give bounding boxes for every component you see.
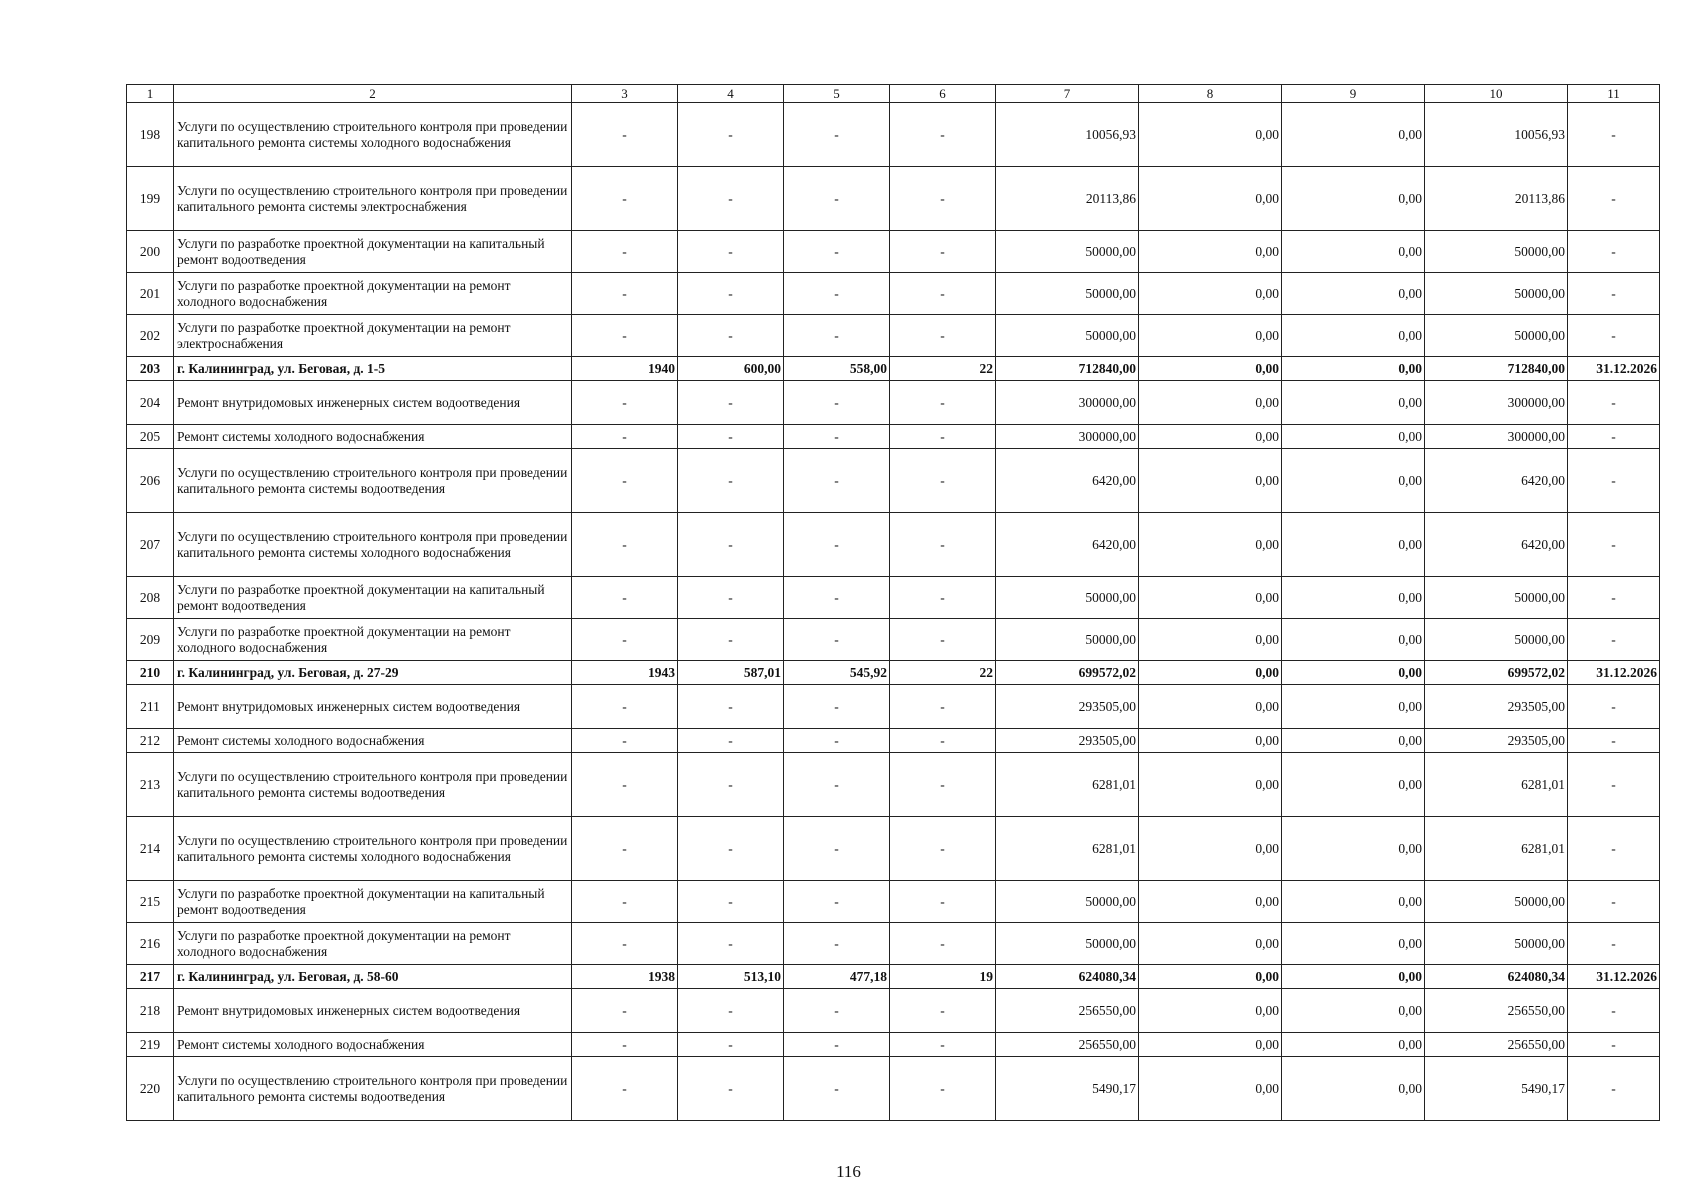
col-8-value: 0,00 — [1139, 1057, 1282, 1121]
work-name: Услуги по осуществлению строительного контроля при проведении капитального ремонта системы водоотведения — [174, 753, 572, 817]
col-5-value: - — [784, 753, 890, 817]
col-8-value: 0,00 — [1139, 1033, 1282, 1057]
col-10-value: 6281,01 — [1425, 817, 1568, 881]
col-7-value: 50000,00 — [996, 923, 1139, 965]
col-9-value: 0,00 — [1282, 817, 1425, 881]
address-row — [127, 661, 1660, 685]
table-body — [127, 103, 1660, 1121]
repair-program-table — [126, 84, 1660, 1121]
row-number: 212 — [127, 729, 174, 753]
col-7-value: 293505,00 — [996, 685, 1139, 729]
col-11-value: - — [1568, 1033, 1660, 1057]
col-4-value: - — [678, 449, 784, 513]
work-name: Услуги по разработке проектной документации на ремонт холодного водоснабжения — [174, 619, 572, 661]
table-row — [127, 577, 1660, 619]
col-6-value: - — [890, 753, 996, 817]
col-6-value: - — [890, 167, 996, 231]
column-number-header — [127, 85, 1660, 103]
table-row — [127, 167, 1660, 231]
col-7-value: 5490,17 — [996, 1057, 1139, 1121]
row-number: 198 — [127, 103, 174, 167]
header-cell: 8 — [1139, 85, 1282, 103]
work-name: Услуги по разработке проектной документации на капитальный ремонт водоотведения — [174, 881, 572, 923]
header-cell: 1 — [127, 85, 174, 103]
col-7-value: 300000,00 — [996, 381, 1139, 425]
col-6-value: - — [890, 103, 996, 167]
col-9-value: 0,00 — [1282, 273, 1425, 315]
col-6-value: - — [890, 513, 996, 577]
col-9-value: 0,00 — [1282, 167, 1425, 231]
col-8-value: 0,00 — [1139, 425, 1282, 449]
work-name: Услуги по разработке проектной документации на ремонт холодного водоснабжения — [174, 923, 572, 965]
col-11-value: - — [1568, 729, 1660, 753]
col-7-value: 712840,00 — [996, 357, 1139, 381]
work-name: Ремонт системы холодного водоснабжения — [174, 729, 572, 753]
row-number: 213 — [127, 753, 174, 817]
col-5-value: 545,92 — [784, 661, 890, 685]
col-9-value: 0,00 — [1282, 449, 1425, 513]
col-3-value: - — [572, 103, 678, 167]
row-number: 216 — [127, 923, 174, 965]
work-name: Услуги по разработке проектной документации на ремонт холодного водоснабжения — [174, 273, 572, 315]
col-10-value: 6420,00 — [1425, 449, 1568, 513]
col-4-value: - — [678, 619, 784, 661]
col-4-value: - — [678, 923, 784, 965]
col-10-value: 293505,00 — [1425, 685, 1568, 729]
col-9-value: 0,00 — [1282, 989, 1425, 1033]
col-7-value: 10056,93 — [996, 103, 1139, 167]
col-7-value: 50000,00 — [996, 881, 1139, 923]
row-number: 205 — [127, 425, 174, 449]
col-4-value: - — [678, 231, 784, 273]
col-9-value: 0,00 — [1282, 881, 1425, 923]
work-name: Услуги по разработке проектной документации на ремонт электроснабжения — [174, 315, 572, 357]
col-9-value: 0,00 — [1282, 729, 1425, 753]
col-5-value: - — [784, 1057, 890, 1121]
col-7-value: 50000,00 — [996, 315, 1139, 357]
col-5-value: - — [784, 315, 890, 357]
col-6-value: - — [890, 685, 996, 729]
table-row — [127, 1057, 1660, 1121]
col-11-value: - — [1568, 577, 1660, 619]
table-row — [127, 231, 1660, 273]
col-5-value: - — [784, 231, 890, 273]
col-10-value: 256550,00 — [1425, 1033, 1568, 1057]
col-10-value: 6420,00 — [1425, 513, 1568, 577]
col-9-value: 0,00 — [1282, 619, 1425, 661]
col-9-value: 0,00 — [1282, 1057, 1425, 1121]
col-7-value: 6420,00 — [996, 449, 1139, 513]
col-4-value: - — [678, 989, 784, 1033]
col-11-value: - — [1568, 817, 1660, 881]
table-row — [127, 425, 1660, 449]
table-row — [127, 103, 1660, 167]
col-7-value: 300000,00 — [996, 425, 1139, 449]
col-5-value: - — [784, 923, 890, 965]
col-10-value: 50000,00 — [1425, 923, 1568, 965]
col-3-value: 1938 — [572, 965, 678, 989]
col-6-value: - — [890, 1057, 996, 1121]
col-4-value: - — [678, 103, 784, 167]
col-6-value: - — [890, 231, 996, 273]
col-8-value: 0,00 — [1139, 315, 1282, 357]
col-8-value: 0,00 — [1139, 357, 1282, 381]
col-7-value: 50000,00 — [996, 577, 1139, 619]
col-9-value: 0,00 — [1282, 661, 1425, 685]
row-number: 210 — [127, 661, 174, 685]
col-11-value: - — [1568, 381, 1660, 425]
table-row — [127, 753, 1660, 817]
row-number: 199 — [127, 167, 174, 231]
col-5-value: - — [784, 989, 890, 1033]
table-row — [127, 989, 1660, 1033]
header-cell: 4 — [678, 85, 784, 103]
col-3-value: - — [572, 315, 678, 357]
col-7-value: 256550,00 — [996, 1033, 1139, 1057]
col-6-value: - — [890, 923, 996, 965]
col-3-value: - — [572, 817, 678, 881]
col-3-value: - — [572, 425, 678, 449]
col-9-value: 0,00 — [1282, 231, 1425, 273]
col-7-value: 256550,00 — [996, 989, 1139, 1033]
col-4-value: - — [678, 1057, 784, 1121]
row-number: 204 — [127, 381, 174, 425]
header-cell: 5 — [784, 85, 890, 103]
col-11-value: 31.12.2026 — [1568, 357, 1660, 381]
col-11-value: - — [1568, 753, 1660, 817]
col-8-value: 0,00 — [1139, 273, 1282, 315]
work-name: Ремонт внутридомовых инженерных систем водоотведения — [174, 685, 572, 729]
col-10-value: 50000,00 — [1425, 881, 1568, 923]
col-5-value: - — [784, 817, 890, 881]
col-6-value: - — [890, 619, 996, 661]
col-3-value: - — [572, 619, 678, 661]
col-5-value: - — [784, 1033, 890, 1057]
col-4-value: - — [678, 315, 784, 357]
col-7-value: 6281,01 — [996, 753, 1139, 817]
col-9-value: 0,00 — [1282, 513, 1425, 577]
col-3-value: - — [572, 381, 678, 425]
col-6-value: - — [890, 425, 996, 449]
col-4-value: - — [678, 1033, 784, 1057]
row-number: 209 — [127, 619, 174, 661]
work-name: Услуги по осуществлению строительного контроля при проведении капитального ремонта системы водоотведения — [174, 449, 572, 513]
col-8-value: 0,00 — [1139, 103, 1282, 167]
col-4-value: 600,00 — [678, 357, 784, 381]
col-9-value: 0,00 — [1282, 315, 1425, 357]
work-name: Услуги по осуществлению строительного контроля при проведении капитального ремонта системы водоотведения — [174, 1057, 572, 1121]
col-10-value: 50000,00 — [1425, 231, 1568, 273]
col-10-value: 300000,00 — [1425, 425, 1568, 449]
col-11-value: - — [1568, 923, 1660, 965]
address-row — [127, 965, 1660, 989]
col-11-value: - — [1568, 167, 1660, 231]
col-3-value: - — [572, 273, 678, 315]
document-sheet — [126, 84, 1659, 1121]
col-10-value: 50000,00 — [1425, 273, 1568, 315]
col-10-value: 10056,93 — [1425, 103, 1568, 167]
col-3-value: - — [572, 577, 678, 619]
col-6-value: - — [890, 577, 996, 619]
header-cell: 6 — [890, 85, 996, 103]
col-6-value: - — [890, 729, 996, 753]
row-number: 211 — [127, 685, 174, 729]
address-row — [127, 357, 1660, 381]
table-row — [127, 449, 1660, 513]
work-name: Услуги по осуществлению строительного контроля при проведении капитального ремонта системы холодного водоснабжения — [174, 817, 572, 881]
col-6-value: 22 — [890, 357, 996, 381]
col-8-value: 0,00 — [1139, 965, 1282, 989]
row-number: 203 — [127, 357, 174, 381]
col-6-value: - — [890, 315, 996, 357]
col-7-value: 624080,34 — [996, 965, 1139, 989]
col-5-value: - — [784, 449, 890, 513]
col-8-value: 0,00 — [1139, 167, 1282, 231]
row-number: 206 — [127, 449, 174, 513]
col-5-value: - — [784, 167, 890, 231]
col-3-value: - — [572, 513, 678, 577]
col-8-value: 0,00 — [1139, 231, 1282, 273]
work-name: г. Калининград, ул. Беговая, д. 58-60 — [174, 965, 572, 989]
col-11-value: - — [1568, 989, 1660, 1033]
work-name: г. Калининград, ул. Беговая, д. 1-5 — [174, 357, 572, 381]
col-8-value: 0,00 — [1139, 619, 1282, 661]
col-11-value: - — [1568, 619, 1660, 661]
col-8-value: 0,00 — [1139, 381, 1282, 425]
col-10-value: 20113,86 — [1425, 167, 1568, 231]
col-6-value: - — [890, 273, 996, 315]
col-9-value: 0,00 — [1282, 577, 1425, 619]
col-5-value: 558,00 — [784, 357, 890, 381]
col-3-value: - — [572, 923, 678, 965]
col-4-value: - — [678, 273, 784, 315]
col-5-value: - — [784, 425, 890, 449]
col-9-value: 0,00 — [1282, 965, 1425, 989]
col-4-value: 587,01 — [678, 661, 784, 685]
work-name: Услуги по осуществлению строительного контроля при проведении капитального ремонта системы холодного водоснабжения — [174, 103, 572, 167]
work-name: Услуги по разработке проектной документации на капитальный ремонт водоотведения — [174, 577, 572, 619]
col-9-value: 0,00 — [1282, 425, 1425, 449]
col-4-value: 513,10 — [678, 965, 784, 989]
col-5-value: 477,18 — [784, 965, 890, 989]
col-7-value: 50000,00 — [996, 619, 1139, 661]
col-6-value: - — [890, 449, 996, 513]
col-7-value: 699572,02 — [996, 661, 1139, 685]
row-number: 208 — [127, 577, 174, 619]
col-3-value: - — [572, 881, 678, 923]
col-6-value: - — [890, 989, 996, 1033]
row-number: 202 — [127, 315, 174, 357]
table-row — [127, 381, 1660, 425]
col-8-value: 0,00 — [1139, 989, 1282, 1033]
col-6-value: 19 — [890, 965, 996, 989]
col-3-value: - — [572, 231, 678, 273]
work-name: Ремонт внутридомовых инженерных систем водоотведения — [174, 989, 572, 1033]
col-5-value: - — [784, 685, 890, 729]
header-cell: 10 — [1425, 85, 1568, 103]
col-5-value: - — [784, 729, 890, 753]
col-9-value: 0,00 — [1282, 357, 1425, 381]
table-row — [127, 315, 1660, 357]
col-4-value: - — [678, 425, 784, 449]
col-8-value: 0,00 — [1139, 577, 1282, 619]
col-10-value: 50000,00 — [1425, 315, 1568, 357]
col-4-value: - — [678, 513, 784, 577]
col-7-value: 6420,00 — [996, 513, 1139, 577]
col-11-value: - — [1568, 273, 1660, 315]
table-row — [127, 619, 1660, 661]
col-7-value: 50000,00 — [996, 273, 1139, 315]
col-11-value: - — [1568, 103, 1660, 167]
row-number: 201 — [127, 273, 174, 315]
table-row — [127, 817, 1660, 881]
col-4-value: - — [678, 577, 784, 619]
header-cell: 11 — [1568, 85, 1660, 103]
col-8-value: 0,00 — [1139, 729, 1282, 753]
col-3-value: - — [572, 1033, 678, 1057]
col-7-value: 50000,00 — [996, 231, 1139, 273]
col-10-value: 50000,00 — [1425, 577, 1568, 619]
col-4-value: - — [678, 381, 784, 425]
row-number: 219 — [127, 1033, 174, 1057]
table-row — [127, 513, 1660, 577]
col-4-value: - — [678, 817, 784, 881]
col-4-value: - — [678, 881, 784, 923]
col-5-value: - — [784, 619, 890, 661]
col-4-value: - — [678, 729, 784, 753]
col-10-value: 712840,00 — [1425, 357, 1568, 381]
col-4-value: - — [678, 685, 784, 729]
work-name: Услуги по осуществлению строительного контроля при проведении капитального ремонта системы холодного водоснабжения — [174, 513, 572, 577]
col-9-value: 0,00 — [1282, 103, 1425, 167]
header-cell: 3 — [572, 85, 678, 103]
table-row — [127, 1033, 1660, 1057]
col-6-value: - — [890, 817, 996, 881]
col-6-value: 22 — [890, 661, 996, 685]
col-11-value: - — [1568, 231, 1660, 273]
col-11-value: 31.12.2026 — [1568, 965, 1660, 989]
row-number: 218 — [127, 989, 174, 1033]
col-10-value: 300000,00 — [1425, 381, 1568, 425]
col-10-value: 5490,17 — [1425, 1057, 1568, 1121]
col-11-value: - — [1568, 881, 1660, 923]
col-10-value: 6281,01 — [1425, 753, 1568, 817]
col-3-value: - — [572, 1057, 678, 1121]
header-cell: 2 — [174, 85, 572, 103]
header-cell: 9 — [1282, 85, 1425, 103]
table-row — [127, 273, 1660, 315]
col-3-value: - — [572, 753, 678, 817]
col-5-value: - — [784, 577, 890, 619]
col-4-value: - — [678, 753, 784, 817]
work-name: Ремонт системы холодного водоснабжения — [174, 425, 572, 449]
col-5-value: - — [784, 881, 890, 923]
col-11-value: - — [1568, 449, 1660, 513]
row-number: 200 — [127, 231, 174, 273]
col-6-value: - — [890, 381, 996, 425]
col-11-value: 31.12.2026 — [1568, 661, 1660, 685]
col-6-value: - — [890, 1033, 996, 1057]
col-10-value: 256550,00 — [1425, 989, 1568, 1033]
col-3-value: - — [572, 167, 678, 231]
col-9-value: 0,00 — [1282, 923, 1425, 965]
col-5-value: - — [784, 513, 890, 577]
col-3-value: 1943 — [572, 661, 678, 685]
col-7-value: 20113,86 — [996, 167, 1139, 231]
col-10-value: 293505,00 — [1425, 729, 1568, 753]
col-11-value: - — [1568, 315, 1660, 357]
col-8-value: 0,00 — [1139, 753, 1282, 817]
col-5-value: - — [784, 381, 890, 425]
col-11-value: - — [1568, 425, 1660, 449]
col-8-value: 0,00 — [1139, 685, 1282, 729]
col-3-value: - — [572, 989, 678, 1033]
col-4-value: - — [678, 167, 784, 231]
col-7-value: 293505,00 — [996, 729, 1139, 753]
work-name: Ремонт внутридомовых инженерных систем водоотведения — [174, 381, 572, 425]
header-cell: 7 — [996, 85, 1139, 103]
col-8-value: 0,00 — [1139, 817, 1282, 881]
col-7-value: 6281,01 — [996, 817, 1139, 881]
col-10-value: 699572,02 — [1425, 661, 1568, 685]
work-name: Услуги по разработке проектной документации на капитальный ремонт водоотведения — [174, 231, 572, 273]
col-3-value: - — [572, 449, 678, 513]
col-5-value: - — [784, 103, 890, 167]
col-9-value: 0,00 — [1282, 685, 1425, 729]
table-row — [127, 729, 1660, 753]
col-10-value: 50000,00 — [1425, 619, 1568, 661]
row-number: 220 — [127, 1057, 174, 1121]
table-row — [127, 923, 1660, 965]
col-8-value: 0,00 — [1139, 449, 1282, 513]
col-8-value: 0,00 — [1139, 513, 1282, 577]
col-11-value: - — [1568, 513, 1660, 577]
col-6-value: - — [890, 881, 996, 923]
col-5-value: - — [784, 273, 890, 315]
col-11-value: - — [1568, 685, 1660, 729]
col-3-value: 1940 — [572, 357, 678, 381]
col-9-value: 0,00 — [1282, 753, 1425, 817]
col-3-value: - — [572, 729, 678, 753]
col-10-value: 624080,34 — [1425, 965, 1568, 989]
row-number: 217 — [127, 965, 174, 989]
col-8-value: 0,00 — [1139, 661, 1282, 685]
col-9-value: 0,00 — [1282, 1033, 1425, 1057]
col-9-value: 0,00 — [1282, 381, 1425, 425]
col-8-value: 0,00 — [1139, 923, 1282, 965]
table-row — [127, 685, 1660, 729]
col-11-value: - — [1568, 1057, 1660, 1121]
work-name: Ремонт системы холодного водоснабжения — [174, 1033, 572, 1057]
row-number: 214 — [127, 817, 174, 881]
row-number: 207 — [127, 513, 174, 577]
work-name: Услуги по осуществлению строительного контроля при проведении капитального ремонта системы электроснабжения — [174, 167, 572, 231]
page-number: 116 — [836, 1162, 861, 1181]
work-name: г. Калининград, ул. Беговая, д. 27-29 — [174, 661, 572, 685]
row-number: 215 — [127, 881, 174, 923]
col-8-value: 0,00 — [1139, 881, 1282, 923]
table-row — [127, 881, 1660, 923]
col-3-value: - — [572, 685, 678, 729]
